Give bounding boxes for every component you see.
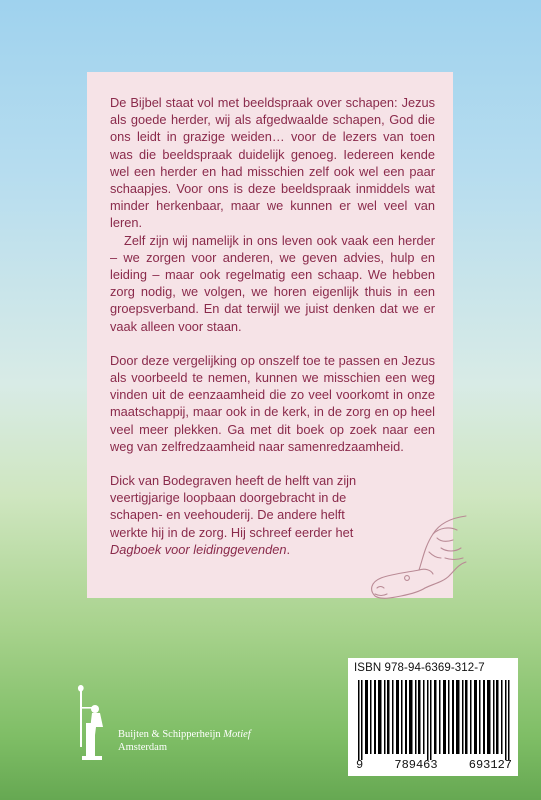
- barcode-bars: [356, 680, 512, 760]
- author-bio-text: Dick van Bodegraven heeft de helft van zijn veertigjarige loopbaan doorgebracht in de schapen- en veehouderij. De andere helft werkte hij in de zorg. Hij schreef eerder het: [110, 473, 357, 540]
- publisher-name-line: [118, 728, 251, 741]
- blurb-paragraph-2: Zelf zijn wij namelijk in ons leven ook vaak een herder – we zorgen voor anderen, we geven advies, hulp en leiding – maar ook regelmatig een schaap. We hebben zorg nodig, we volgen, we horen eigenlijk thuis in een groepsverband. En dat terwijl we juist denken dat we er vaak alleen voor staan.: [110, 232, 435, 334]
- sheep-head-illustration: [367, 512, 467, 602]
- blurb-paragraph-1: De Bijbel staat vol met beeldspraak over schapen: Jezus als goede herder, wij als afgedwaalde schapen, God die ons leidt in grazige weiden… voor de lezers van toen was die beeldspraak duidelijk genoeg. Iedereen kende wel een herder en had misschien zelf ook wel een paar schaapjes. Voor ons is deze beeldspraak inmiddels wat minder herkenbaar, maar we kunnen er wel veel van leren.: [110, 95, 435, 231]
- publisher-imprint-name: Motief: [223, 729, 251, 740]
- barcode-block: [348, 658, 518, 776]
- previous-book-title: Dagboek voor leidinggevenden: [110, 541, 287, 557]
- publisher-name: Buijten & Schipperheijn: [118, 729, 221, 740]
- author-bio: [110, 472, 365, 558]
- barcode-digit-prefix: 9: [356, 758, 364, 772]
- publisher-imprint: [118, 728, 251, 754]
- back-cover-text-panel: [87, 72, 453, 598]
- author-bio-end: .: [286, 541, 291, 557]
- isbn-label: ISBN 978-94-6369-312-7: [354, 662, 485, 674]
- publisher-city: Amsterdam: [118, 742, 167, 753]
- barcode-digits-left: 789463: [394, 758, 438, 772]
- barcode-digits: [356, 758, 512, 772]
- publisher-logo-icon: [76, 683, 110, 761]
- blurb-paragraph-3: Door deze vergelijking op onszelf toe te passen en Jezus als voorbeeld te nemen, kunnen we misschien een weg vinden uit de eenzaamheid die zo veel voorkomt in onze maatschappij, maar ook in de kerk, in de zorg en op heel veel meer plekken. Ga met dit boek op zoek naar een weg van zelfredzaamheid naar samenredzaamheid.: [110, 352, 435, 454]
- barcode-digits-right: 693127: [468, 758, 512, 772]
